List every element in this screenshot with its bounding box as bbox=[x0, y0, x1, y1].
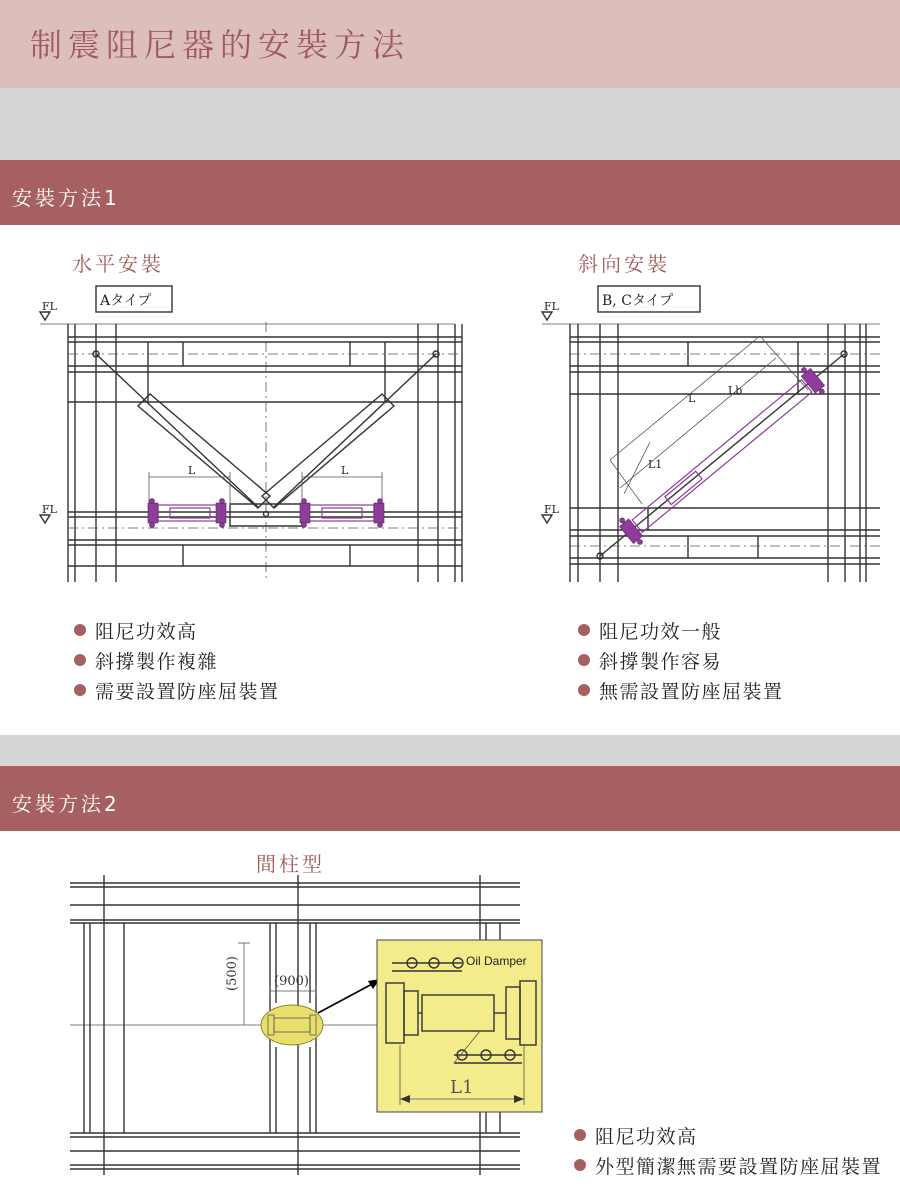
list-item: 阻尼功效高 bbox=[574, 1120, 882, 1150]
list-item: 阻尼功效一般 bbox=[578, 615, 784, 645]
fl-label-top-right: FL bbox=[544, 300, 559, 313]
list-item: 斜撐製作容易 bbox=[578, 645, 784, 675]
type-bc-label: B, Cタイプ bbox=[602, 293, 674, 309]
title-bar bbox=[0, 0, 900, 88]
damper-left bbox=[148, 499, 226, 528]
stud-column-drawing bbox=[62, 875, 582, 1175]
diagonal-install-bullets bbox=[578, 615, 784, 705]
horizontal-install-heading: 水平安裝 bbox=[72, 252, 164, 276]
horizontal-install-bullets bbox=[74, 615, 280, 705]
bullet-icon bbox=[74, 684, 86, 696]
damper-right bbox=[300, 499, 384, 528]
dim-l-diag: L bbox=[688, 392, 696, 405]
bullet-icon bbox=[74, 624, 86, 636]
bullet-icon bbox=[74, 654, 86, 666]
diagonal-install-heading: 斜向安裝 bbox=[578, 252, 670, 276]
bullet-icon bbox=[578, 624, 590, 636]
dim-l1-diag: L1 bbox=[648, 458, 663, 471]
horizontal-install-drawing bbox=[30, 282, 460, 582]
section-1-header bbox=[0, 160, 900, 225]
section-1-title: 安裝方法1 bbox=[12, 186, 120, 210]
list-item: 斜撐製作複雜 bbox=[74, 645, 280, 675]
fl-label-bottom-right: FL bbox=[544, 503, 559, 516]
gray-band-middle bbox=[0, 735, 900, 766]
list-item: 無需設置防座屈裝置 bbox=[578, 675, 784, 705]
oil-damper-label: Oil Damper bbox=[466, 954, 527, 968]
stud-column-bullets bbox=[574, 1120, 882, 1180]
page-title: 制震阻尼器的安裝方法 bbox=[30, 26, 411, 64]
list-item: 需要設置防座屈裝置 bbox=[74, 675, 280, 705]
dim-lb-diag: Lb bbox=[728, 384, 743, 397]
damper-highlight bbox=[261, 1005, 323, 1045]
list-item: 外型簡潔無需要設置防座屈裝置 bbox=[574, 1150, 882, 1180]
stud-column-heading: 間柱型 bbox=[256, 852, 325, 876]
bullet-icon bbox=[574, 1129, 586, 1141]
bullet-icon bbox=[578, 654, 590, 666]
section-2-header bbox=[0, 766, 900, 831]
dim-l-left: L bbox=[188, 464, 196, 477]
bullet-icon bbox=[574, 1159, 586, 1171]
section-2-title: 安裝方法2 bbox=[12, 792, 120, 816]
oil-damper-dim: L1 bbox=[450, 1077, 474, 1098]
fl-label-bottom: FL bbox=[42, 503, 57, 516]
dim-900: (900) bbox=[274, 974, 309, 989]
dim-500: (500) bbox=[225, 956, 240, 991]
list-item: 阻尼功效高 bbox=[74, 615, 280, 645]
bullet-icon bbox=[578, 684, 590, 696]
gray-band-top bbox=[0, 88, 900, 160]
dim-l-right: L bbox=[341, 464, 349, 477]
level-triangle-icon bbox=[40, 312, 50, 320]
type-a-label: Aタイプ bbox=[100, 293, 152, 309]
fl-label-top: FL bbox=[42, 300, 57, 313]
diagonal-install-drawing bbox=[538, 282, 883, 582]
